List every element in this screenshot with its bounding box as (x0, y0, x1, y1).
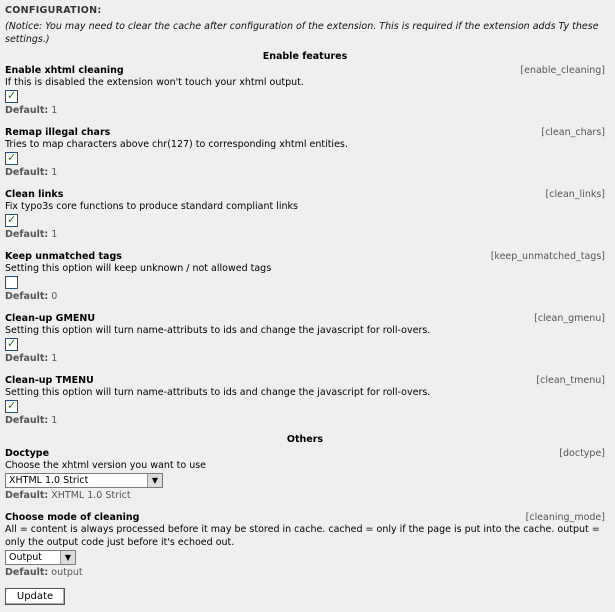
option-keep-unmatched-tags (5, 250, 605, 303)
config-heading: CONFIGURATION: (5, 5, 102, 16)
doctype-select[interactable] (5, 473, 163, 488)
option-description: Tries to map characters above chr(127) to corresponding xhtml entities. (5, 139, 348, 150)
clean-tmenu-checkbox[interactable] (5, 400, 18, 413)
option-key: [clean_chars] (541, 127, 605, 138)
option-title: Clean links (5, 189, 64, 200)
option-clean-gmenu (5, 312, 605, 365)
default-label: Default: (5, 105, 49, 116)
clean-links-checkbox[interactable] (5, 214, 18, 227)
default-label: Default: (5, 229, 49, 240)
update-button[interactable]: Update (5, 588, 65, 605)
default-label: Default: (5, 490, 49, 501)
option-title: Clean-up GMENU (5, 313, 96, 324)
doctype-selected-value: XHTML 1.0 Strict (9, 475, 89, 486)
option-description: If this is disabled the extension won't touch your xhtml output. (5, 77, 304, 88)
cleaning-mode-selected-value: Output (9, 552, 42, 563)
option-default (5, 166, 605, 179)
option-description: Setting this option will turn name-attributs to ids and change the javascript for roll-overs. (5, 387, 431, 398)
option-clean-tmenu (5, 374, 605, 427)
option-description: Fix typo3s core functions to produce standard compliant links (5, 201, 298, 212)
option-title: Keep unmatched tags (5, 251, 122, 262)
option-key: [clean_gmenu] (534, 313, 605, 324)
option-cleaning-mode (5, 511, 605, 579)
option-default (5, 228, 605, 241)
option-key: [doctype] (559, 448, 605, 459)
default-label: Default: (5, 353, 49, 364)
option-title: Doctype (5, 448, 50, 459)
option-default (5, 290, 605, 303)
default-value: 1 (51, 229, 58, 240)
option-default (5, 489, 605, 502)
option-key: [enable_cleaning] (520, 65, 605, 76)
default-value: XHTML 1.0 Strict (51, 490, 131, 501)
option-description: All = content is always processed before it may be stored in cache. cached = only if the page is put into the cache. output = only the output code just before it's echoed out. (5, 524, 600, 548)
default-label: Default: (5, 567, 49, 578)
group-enable-features: Enable features (262, 51, 348, 62)
option-default (5, 352, 605, 365)
default-value: 1 (51, 415, 58, 426)
clean-gmenu-checkbox[interactable] (5, 338, 18, 351)
keep-unmatched-tags-checkbox[interactable] (5, 276, 18, 289)
chevron-down-icon: ▼ (60, 551, 75, 564)
option-key: [cleaning_mode] (525, 512, 605, 523)
option-title: Choose mode of cleaning (5, 512, 140, 523)
default-label: Default: (5, 415, 49, 426)
option-default (5, 414, 605, 427)
option-default (5, 104, 605, 117)
default-value: 1 (51, 105, 58, 116)
option-key: [clean_links] (545, 189, 605, 200)
default-label: Default: (5, 167, 49, 178)
default-label: Default: (5, 291, 49, 302)
option-title: Remap illegal chars (5, 127, 111, 138)
clean-chars-checkbox[interactable] (5, 152, 18, 165)
option-enable-cleaning (5, 64, 605, 117)
enable-cleaning-checkbox[interactable] (5, 90, 18, 103)
option-title: Clean-up TMENU (5, 375, 94, 386)
option-title: Enable xhtml cleaning (5, 65, 124, 76)
option-doctype (5, 447, 605, 502)
option-key: [clean_tmenu] (536, 375, 605, 386)
default-value: 0 (51, 291, 58, 302)
default-value: output (51, 567, 83, 578)
option-description: Setting this option will turn name-attributs to ids and change the javascript for roll-overs. (5, 325, 431, 336)
option-default (5, 566, 605, 579)
option-clean-links (5, 188, 605, 241)
cleaning-mode-select[interactable] (5, 550, 76, 565)
cache-notice: (Notice: You may need to clear the cache after configuration of the extension. This is required if the extension adds Ty these settings.) (5, 21, 599, 45)
option-description: Setting this option will keep unknown / not allowed tags (5, 263, 272, 274)
group-others: Others (286, 434, 324, 445)
default-value: 1 (51, 353, 58, 364)
option-key: [keep_unmatched_tags] (490, 251, 605, 262)
chevron-down-icon: ▼ (147, 474, 162, 487)
option-clean-chars (5, 126, 605, 179)
default-value: 1 (51, 167, 58, 178)
option-description: Choose the xhtml version you want to use (5, 460, 207, 471)
